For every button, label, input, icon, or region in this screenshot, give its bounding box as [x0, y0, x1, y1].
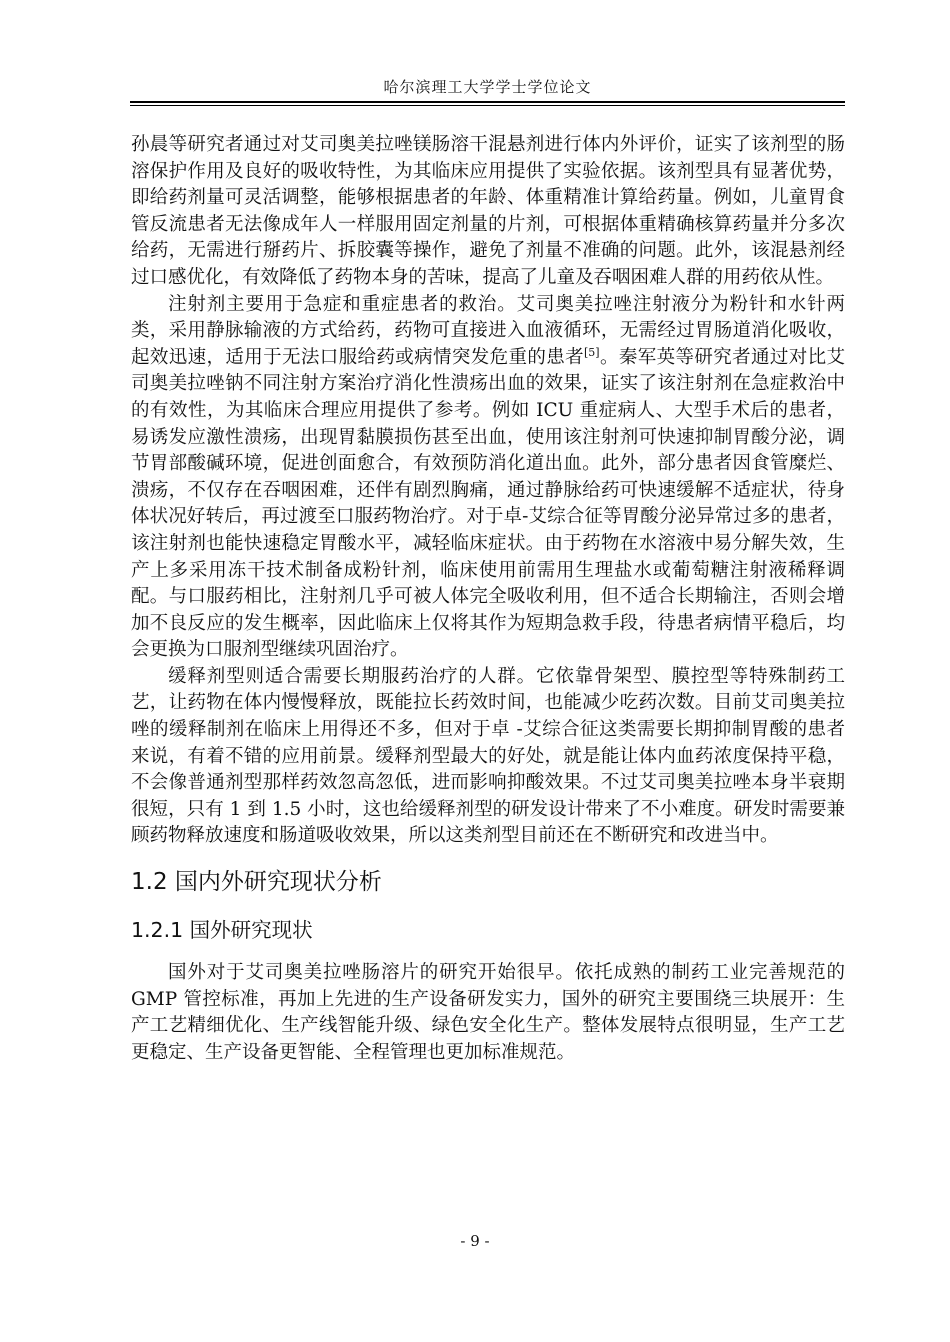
- page-number: - 9 -: [460, 1232, 490, 1250]
- paragraph-1: 孙晨等研究者通过对艾司奥美拉唑镁肠溶干混悬剂进行体内外评价，证实了该剂型的肠溶保护作用及良好的吸收特性，为其临床应用提供了实验依据。该剂型具有显著优势，即给药剂量可灵活调整，能够根据患者的年龄、体重精准计算给药量。例如，儿童胃食管反流患者无法像成年人一样服用固定剂量的片剂，可根据体重精确核算药量并分多次给药，无需进行掰药片、拆胶囊等操作，避免了剂量不准确的问题。此外，该混悬剂经过口感优化，有效降低了药物本身的苦味，提高了儿童及吞咽困难人群的用药依从性。: [131, 134, 845, 288]
- running-header: 哈尔滨理工大学学士学位论文: [383, 78, 592, 96]
- citation-ref: [5]: [584, 345, 600, 359]
- paragraph-3: 缓释剂型则适合需要长期服药治疗的人群。它依靠骨架型、膜控型等特殊制药工艺，让药物在体内慢慢释放，既能拉长药效时间，也能减少吃药次数。目前艾司奥美拉唑的缓释制剂在临床上用得还不多，但对于卓 -艾综合征这类需要长期抑制胃酸的患者来说，有着不错的应用前景。缓释剂型最大的好处，就是能让体内血药浓度保持平稳，不会像普通剂型那样药效忽高忽低，进而影响抑酸效果。不过艾司奥美拉唑本身半衰期很短，只有 1 到 1.5 小时，这也给缓释剂型的研发设计带来了不小难度。研发时需要兼顾药物释放速度和肠道吸收效果，所以这类剂型目前还在不断研究和改进当中。: [131, 665, 845, 847]
- paragraph-2-part-b: 。秦军英等研究者通过对比艾司奥美拉唑钠不同注射方案治疗消化性溃疡出血的效果，证实了该注射剂在急症救治中的有效性，为其临床合理应用提供了参考。例如 ICU 重症病人、大型手术后的患者，易诱发应激性溃疡，出现胃黏膜损伤甚至出血，使用该注射剂可快速抑制胃酸分泌，调节胃部酸碱环境，促进创面愈合，有效预防消化道出血。此外，部分患者因食管糜烂、溃疡，不仅存在吞咽困难，还伴有剧烈胸痛，通过静脉给药可快速缓解不适症状，待身体状况好转后，再过渡至口服药物治疗。对于卓-艾综合征等胃酸分泌异常过多的患者，该注射剂也能快速稳定胃酸水平，减轻临床症状。由于药物在水溶液中易分解失效，生产上多采用冻干技术制备成粉针剂，临床使用前需用生理盐水或葡萄糖注射液稀释调配。与口服药相比，注射剂几乎可被人体完全吸收利用，但不适合长期输注，否则会增加不良反应的发生概率，因此临床上仅将其作为短期急救手段，待患者病情平稳后，均会更换为口服剂型继续巩固治疗。: [131, 346, 845, 661]
- header-rule-thin: [130, 105, 845, 106]
- page-body: [131, 132, 845, 1066]
- header-rule-thick: [130, 101, 845, 103]
- subsection-heading-1-2-1: 1.2.1 国外研究现状: [131, 918, 313, 943]
- paragraph-2-part-a: 注射剂主要用于急症和重症患者的救治。艾司奥美拉唑注射液分为粉针和水针两类，采用静脉输液的方式给药，药物可直接进入血液循环，无需经过胃肠道消化吸收，起效迅速，适用于无法口服给药或病情突发危重的患者: [131, 293, 845, 368]
- paragraph-2: [131, 292, 845, 664]
- section-heading-1-2: 1.2 国内外研究现状分析: [131, 869, 382, 896]
- paragraph-4: 国外对于艾司奥美拉唑肠溶片的研究开始很早。依托成熟的制药工业完善规范的 GMP 管控标准，再加上先进的生产设备研发实力，国外的研究主要围绕三块展开：生产工艺精细优化、生产线智能升级、绿色安全化生产。整体发展特点很明显，生产工艺更稳定、生产设备更智能、全程管理也更加标准规范。: [131, 962, 845, 1063]
